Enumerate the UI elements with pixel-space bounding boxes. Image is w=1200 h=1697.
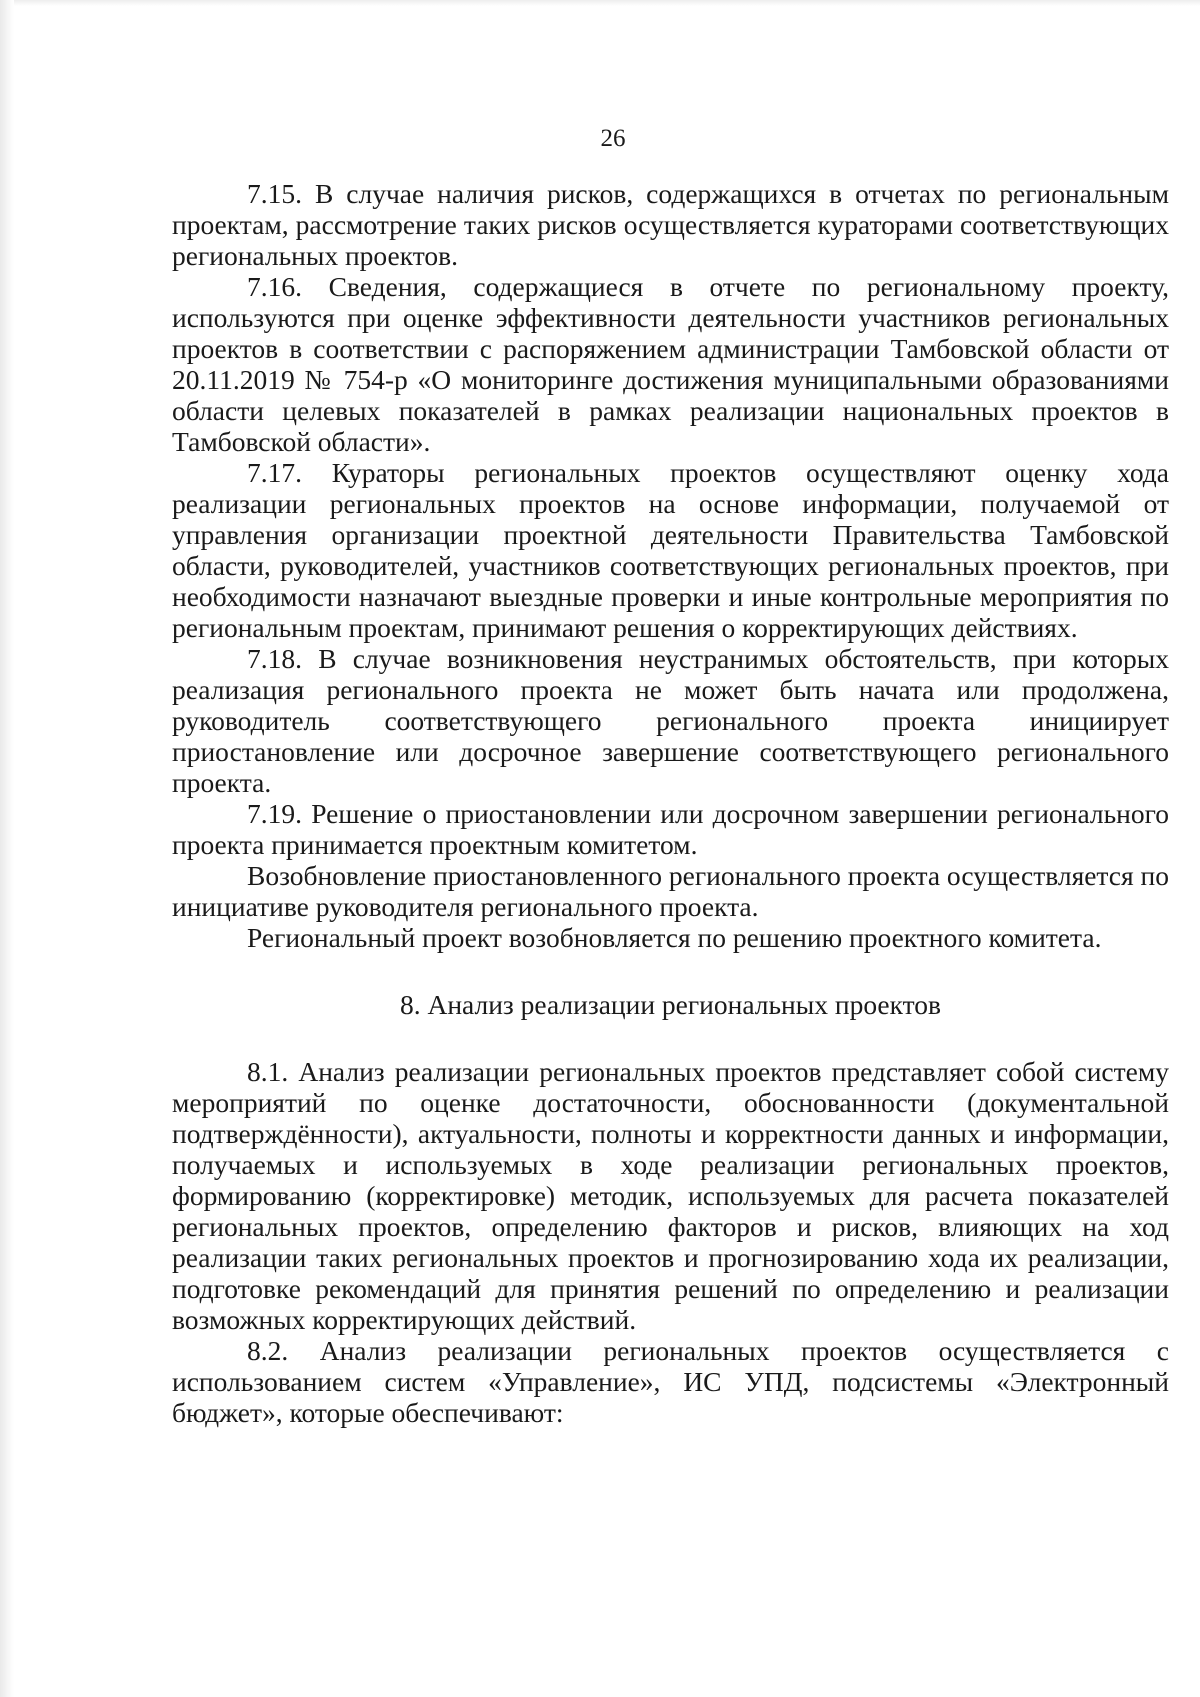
scan-edge-left [0,0,14,1697]
paragraph-resumption-decision: Региональный проект возобновляется по решению проектного комитета. [247,922,1102,953]
scan-edge-top [0,0,1200,6]
paragraph-7-17: 7.17. Кураторы региональных проектов осуществляют оценку хода реализации региональных проектов на основе информации, получаемой от управления организации проектной деятельности Правительства Тамбовской области, руководителей, участников соответствующих региональных проектов, при необходимости назначают выездные проверки и иные контрольные мероприятия по региональным проектам, принимают решения о корректирующих действиях. [172,457,1169,643]
page-number: 26 [600,125,626,152]
section-heading: 8. Анализ реализации региональных проектов [399,989,942,1020]
paragraph-8-2: 8.2. Анализ реализации региональных проектов осуществляется с использованием систем «Управление», ИС УПД, подсистемы «Электронный бюджет», которые обеспечивают: [172,1335,1169,1428]
paragraph-7-19: 7.19. Решение о приостановлении или досрочном завершении регионального проекта принимается проектным комитетом. [172,798,1169,860]
document-body [172,178,1169,1428]
paragraph-7-15: 7.15. В случае наличия рисков, содержащихся в отчетах по региональным проектам, рассмотрение таких рисков осуществляется кураторами соответствующих региональных проектов. [172,178,1169,271]
paragraph-7-18: 7.18. В случае возникновения неустранимых обстоятельств, при которых реализация регионального проекта не может быть начата или продолжена, руководитель соответствующего регионального проекта инициирует приостановление или досрочное завершение соответствующего регионального проекта. [172,643,1169,798]
paragraph-7-16: 7.16. Сведения, содержащиеся в отчете по региональному проекту, используются при оценке эффективности деятельности участников региональных проектов в соответствии с распоряжением администрации Тамбовской области от 20.11.2019 № 754-р «О мониторинге достижения муниципальными образованиями области целевых показателей в рамках реализации национальных проектов в Тамбовской области». [172,271,1169,457]
paragraph-8-1: 8.1. Анализ реализации региональных проектов представляет собой систему мероприятий по оценке достаточности, обоснованности (документальной подтверждённости), актуальности, полноты и корректности данных и информации, получаемых и используемых в ходе реализации региональных проектов, формированию (корректировке) методик, используемых для расчета показателей региональных проектов, определению факторов и рисков, влияющих на ход реализации таких региональных проектов и прогнозированию хода их реализации, подготовке рекомендаций для принятия решений по определению и реализации возможных корректирующих действий. [172,1056,1169,1335]
paragraph-resumption: Возобновление приостановленного регионального проекта осуществляется по инициативе руководителя регионального проекта. [172,860,1169,922]
